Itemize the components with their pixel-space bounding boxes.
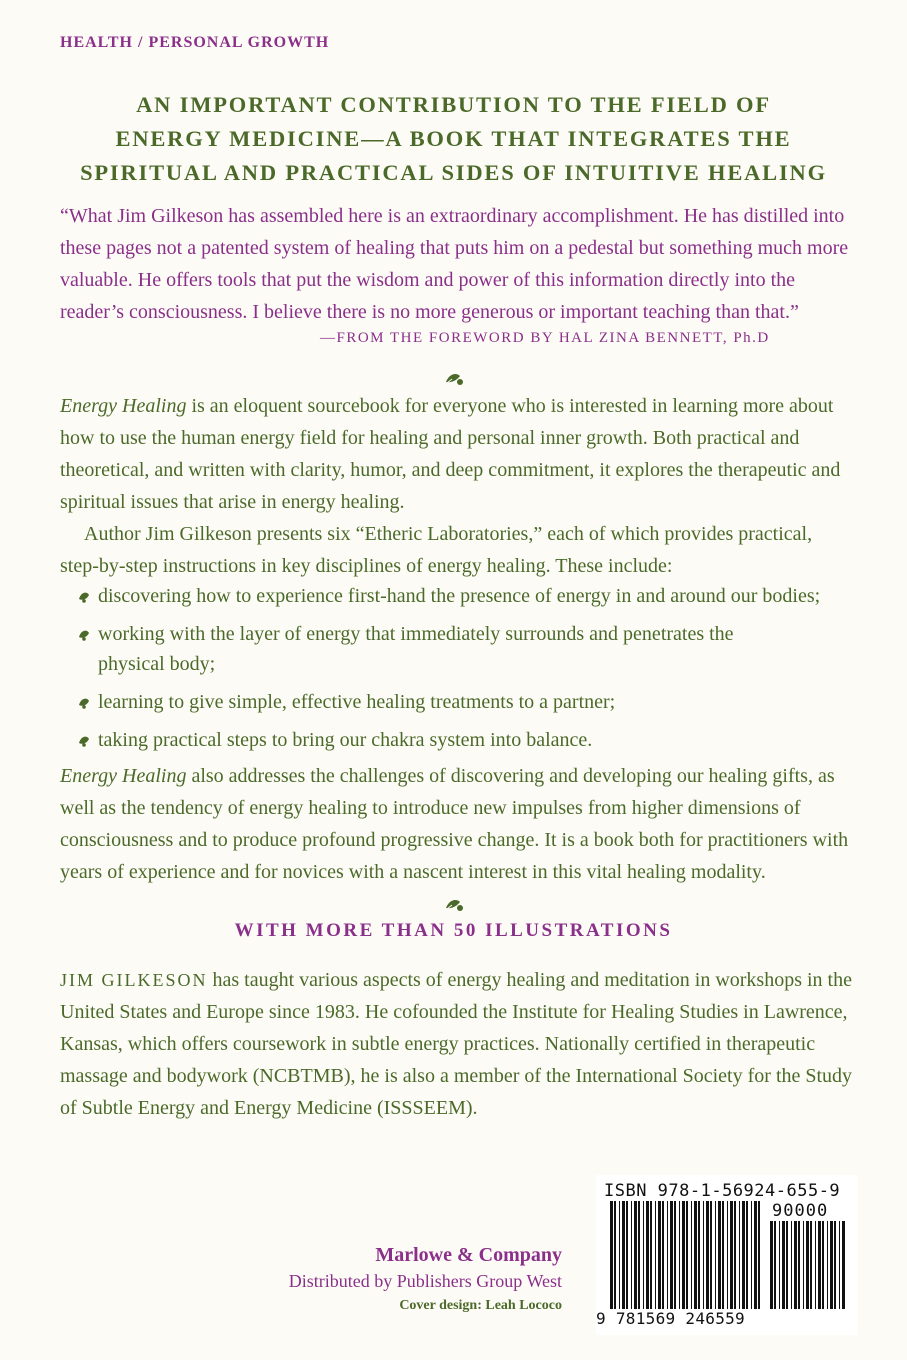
isbn-barcode-block xyxy=(596,1175,858,1335)
price-code: 90000 xyxy=(772,1201,829,1221)
barcode-digits: 9 781569 246559 xyxy=(596,1309,745,1328)
headline-line-2: ENERGY MEDICINE—A BOOK THAT INTEGRATES THE xyxy=(115,126,792,151)
cover-design-credit: Cover design: Leah Lococo xyxy=(399,1298,562,1313)
leaf-ornament-icon xyxy=(444,894,464,912)
description-paragraph-3: Energy Healing also addresses the challenges of discovering and developing our healing gifts, as well as the tendency of energy healing to introduce new impulses from higher dimensions of consciousness and to produce profound progressive change. It is a book both for practitioners with years of experience and for novices with a nascent interest in this vital healing modality. xyxy=(60,765,849,883)
list-item: discovering how to experience first-hand the presence of energy in and around our bodies; xyxy=(76,581,856,611)
author-bio: JIM GILKESON has taught various aspects of energy healing and meditation in workshops in the United States and Europe since 1983. He cofounded the Institute for Healing Studies in Lawrence, Kansas, which offers coursework in subtle energy practices. Nationally certified in therapeutic massage and bodywork (NCBTMB), he is also a member of the International Society for the Study of Subtle Energy and Energy Medicine (ISSSEEM). xyxy=(60,969,853,1119)
laboratories-list xyxy=(76,581,856,763)
author-name: JIM GILKESON xyxy=(60,970,208,990)
leaf-bullet-icon xyxy=(78,695,90,709)
headline-line-1: AN IMPORTANT CONTRIBUTION TO THE FIELD OF xyxy=(136,92,771,117)
description-paragraph-2: Author Jim Gilkeson presents six “Etheric Laboratories,” each of which provides practical, step-by-step instructions in key disciplines of energy healing. These include: xyxy=(60,523,813,577)
distributor: Distributed by Publishers Group West xyxy=(288,1271,562,1291)
list-item: learning to give simple, effective healing treatments to a partner; xyxy=(76,687,856,717)
illustrations-note: WITH MORE THAN 50 ILLUSTRATIONS xyxy=(234,920,673,941)
list-item: taking practical steps to bring our chakra system into balance. xyxy=(76,725,856,755)
foreword-quote: “What Jim Gilkeson has assembled here is an extraordinary accomplishment. He has distilled into these pages not a patented system of healing that puts him on a pedestal but something much more valuable. He offers tools that put the wisdom and power of this information directly into the reader’s consciousness. I believe there is no more generous or important teaching than that.” xyxy=(60,205,849,323)
isbn-number: ISBN 978-1-56924-655-9 xyxy=(604,1181,841,1201)
list-item: working with the layer of energy that immediately surrounds and penetrates the physical body; xyxy=(76,619,856,679)
headline xyxy=(40,88,867,190)
leaf-bullet-icon xyxy=(78,589,90,603)
publisher-block xyxy=(289,1244,562,1314)
leaf-bullet-icon xyxy=(78,627,90,641)
leaf-bullet-icon xyxy=(78,733,90,747)
publisher-name: Marlowe & Company xyxy=(375,1244,562,1266)
barcode-icon xyxy=(610,1201,762,1309)
price-barcode-icon xyxy=(770,1221,848,1309)
leaf-ornament-icon xyxy=(444,368,464,386)
description-paragraph-1: Energy Healing is an eloquent sourcebook for everyone who is interested in learning more about how to use the human energy field for healing and personal inner growth. Both practical and theoretical, and written with clarity, humor, and deep commitment, it explores the therapeutic and spiritual issues that arise in energy healing. xyxy=(60,395,841,513)
book-title: Energy Healing xyxy=(60,395,187,417)
category-label: HEALTH / PERSONAL GROWTH xyxy=(60,34,330,51)
headline-line-3: SPIRITUAL AND PRACTICAL SIDES OF INTUITIVE HEALING xyxy=(80,160,827,185)
book-title: Energy Healing xyxy=(60,765,187,787)
quote-attribution: —FROM THE FOREWORD BY HAL ZINA BENNETT, Ph.D xyxy=(320,330,770,346)
